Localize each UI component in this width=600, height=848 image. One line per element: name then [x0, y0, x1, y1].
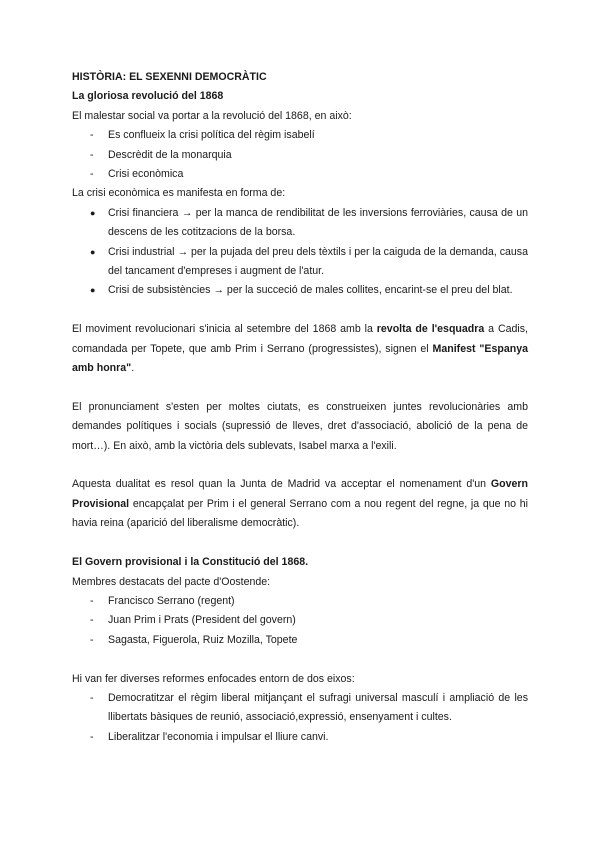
reforms-intro: Hi van fer diverses reformes enfocades entorn de dos eixos:: [72, 672, 355, 685]
dash-marker: -: [90, 730, 94, 743]
dash-marker: -: [90, 614, 94, 627]
list-item: - Liberalitzar l'economia i impulsar el lliure canvi.: [72, 728, 528, 747]
list-item: - Democratitzar el règim liberal mitjançant el sufragi universal masculí i ampliació de les llibertats bàsiques de reunió, associació,expressió, ensenyament i cultes.: [72, 689, 528, 728]
list-item: ● Crisi industrial → per la pujada del preu dels tèxtils i per la caiguda de la demanda, causa del tancament d'empreses i augment de l'atur.: [72, 243, 528, 282]
crises-list: [72, 204, 528, 301]
dash-marker: -: [90, 594, 94, 607]
paragraph-moviment: El moviment revolucionari s'inicia al setembre del 1868 amb la revolta de l'esquadra a Cadis, comandada per Topete, que amb Prim i Serrano (progressistes), signen el Manifest "Espanya amb honra".: [72, 323, 529, 375]
dash-marker: -: [90, 168, 94, 181]
list-item: - Crisi econòmica: [72, 165, 528, 184]
list-item: - Francisco Serrano (regent): [72, 592, 528, 611]
paragraph-pronunciament: El pronunciament s'esten per moltes ciutats, es construeixen juntes revolucionàries amb demandes polítiques i socials (supressió de lleves, dret d'associació, abolició de la pena de mort…). En això, amb la victòria dels sublevats, Isabel marxa a l'exili.: [72, 400, 528, 452]
bullet-icon: ●: [90, 246, 96, 257]
document-title: HISTÒRIA: EL SEXENNI DEMOCRÀTIC: [72, 71, 267, 83]
intro-paragraph: El malestar social va portar a la revolució del 1868, en això:: [72, 109, 352, 122]
section-heading-revolucio: La gloriosa revolució del 1868: [72, 90, 224, 103]
causes-list: [72, 126, 528, 184]
paragraph-dualitat: Aquesta dualitat es resol quan la Junta de Madrid va acceptar el nomenament d'un Govern Provisional encapçalat per Prim i el general Serrano com a nou regent del regne, ja que no hi havia reina (aparició del liberalisme democràtic).: [72, 478, 528, 530]
reforms-list: [72, 689, 528, 747]
list-item: - Sagasta, Figuerola, Ruiz Mozilla, Topete: [72, 631, 528, 650]
list-item: ● Crisi financiera → per la manca de rendibilitat de les inversions ferroviàries, causa de un descens de les cotitzacions de la borsa.: [72, 204, 528, 243]
bullet-icon: ●: [90, 207, 96, 218]
dash-marker: -: [90, 691, 94, 704]
dash-marker: -: [90, 129, 94, 142]
bullet-icon: ●: [90, 285, 96, 296]
members-list: [72, 592, 528, 650]
dash-marker: -: [90, 148, 94, 161]
list-item: ● Crisi de subsistències → per la succeció de males collites, encarint-se el preu del blat.: [72, 281, 528, 300]
list-item: - Descrèdit de la monarquia: [72, 146, 528, 165]
section-heading-govern: El Govern provisional i la Constitució del 1868.: [72, 556, 309, 569]
members-intro: Membres destacats del pacte d'Oostende:: [72, 575, 271, 588]
document-content: [72, 68, 528, 747]
list-item: - Es conflueix la crisi política del règim isabelí: [72, 126, 528, 145]
list-item: - Juan Prim i Prats (President del govern): [72, 611, 528, 630]
dash-marker: -: [90, 633, 94, 646]
crisis-intro: La crisi econòmica es manifesta en forma de:: [72, 187, 286, 200]
